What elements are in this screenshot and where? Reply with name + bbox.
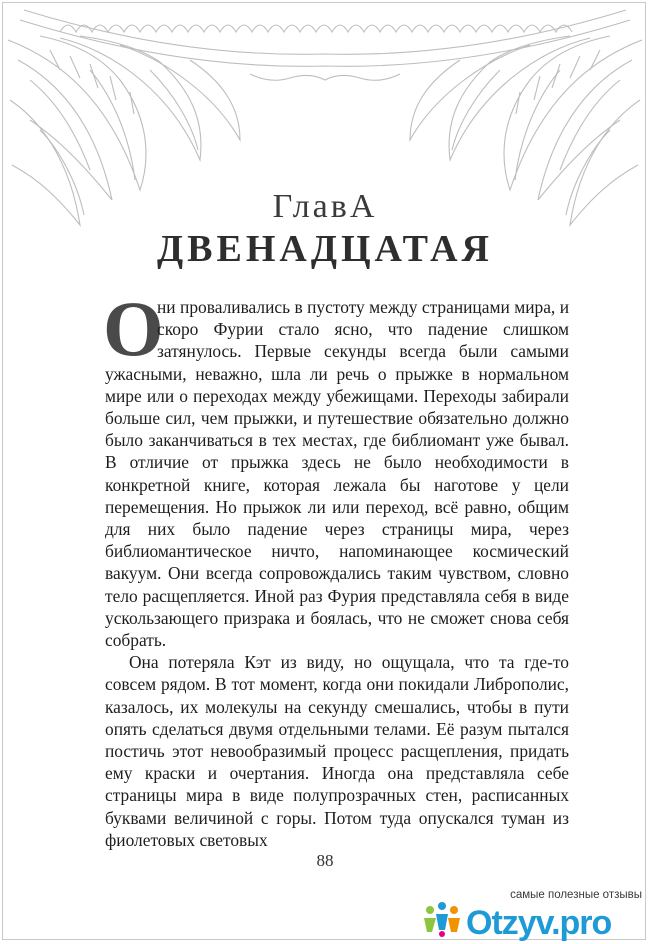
chapter-body [103, 285, 569, 851]
paragraph [103, 285, 569, 651]
paragraph: Она потеряла Кэт из виду, но ощущала, что та где-то совсем рядом. В тот момент, когда они покидали Либрополис, казалось, их молекулы на секунду смешались, чтобы в пути опять сделаться двумя отдельными телами. Её разум пытался постичь этот невообразимый процесс расщепления, придать ему краски и очертания. Иногда она представляла себе страницы мира в виде полупрозрачных стен, расписанных буквами величиной с горы. Потом туда опускался туман из фиолетовых световых [105, 652, 569, 850]
otzyv-watermark [418, 888, 646, 942]
svg-text:Otzyv.pro: Otzyv.pro [466, 904, 612, 942]
page-number: 88 [316, 851, 334, 870]
paragraph-1-text: ни проваливались в пустоту между страницами мира, и скоро Фурии стало ясно, что падение слишком затянулось. Первые секунды всегда были самыми ужасными, неважно, шла ли речь о прыжке в нормальном мире или о переходах между убежищами. Переходы забирали больше сил, чем прыжки, и путешествие обязательно должно было заканчиваться в тех местах, где библиомант уже бывал. В отличие от прыжка здесь не было необходимости в конкретной книге, которая лежала бы наготове у цели перемещения. Но прыжок ли или переход, всё равно, общим для них было падение через страницы мира, через библиомантическое ничто, напоминающее космический вакуум. Они всегда сопровождались таким чувством, словно тело расщепляется. Иной раз Фурия представляла себя в виде ускользающего призрака и боялась, что не сможет снова себя собрать. [105, 297, 569, 651]
otzyv-logo [420, 896, 644, 942]
watermark-tagline: самые полезные отзывы [510, 889, 642, 901]
drop-cap: О [103, 285, 164, 372]
figures-icon [424, 902, 460, 937]
chapter-label: ГлавА [272, 188, 378, 225]
chapter-title: ДВЕНАДЦАТАЯ [157, 228, 493, 270]
